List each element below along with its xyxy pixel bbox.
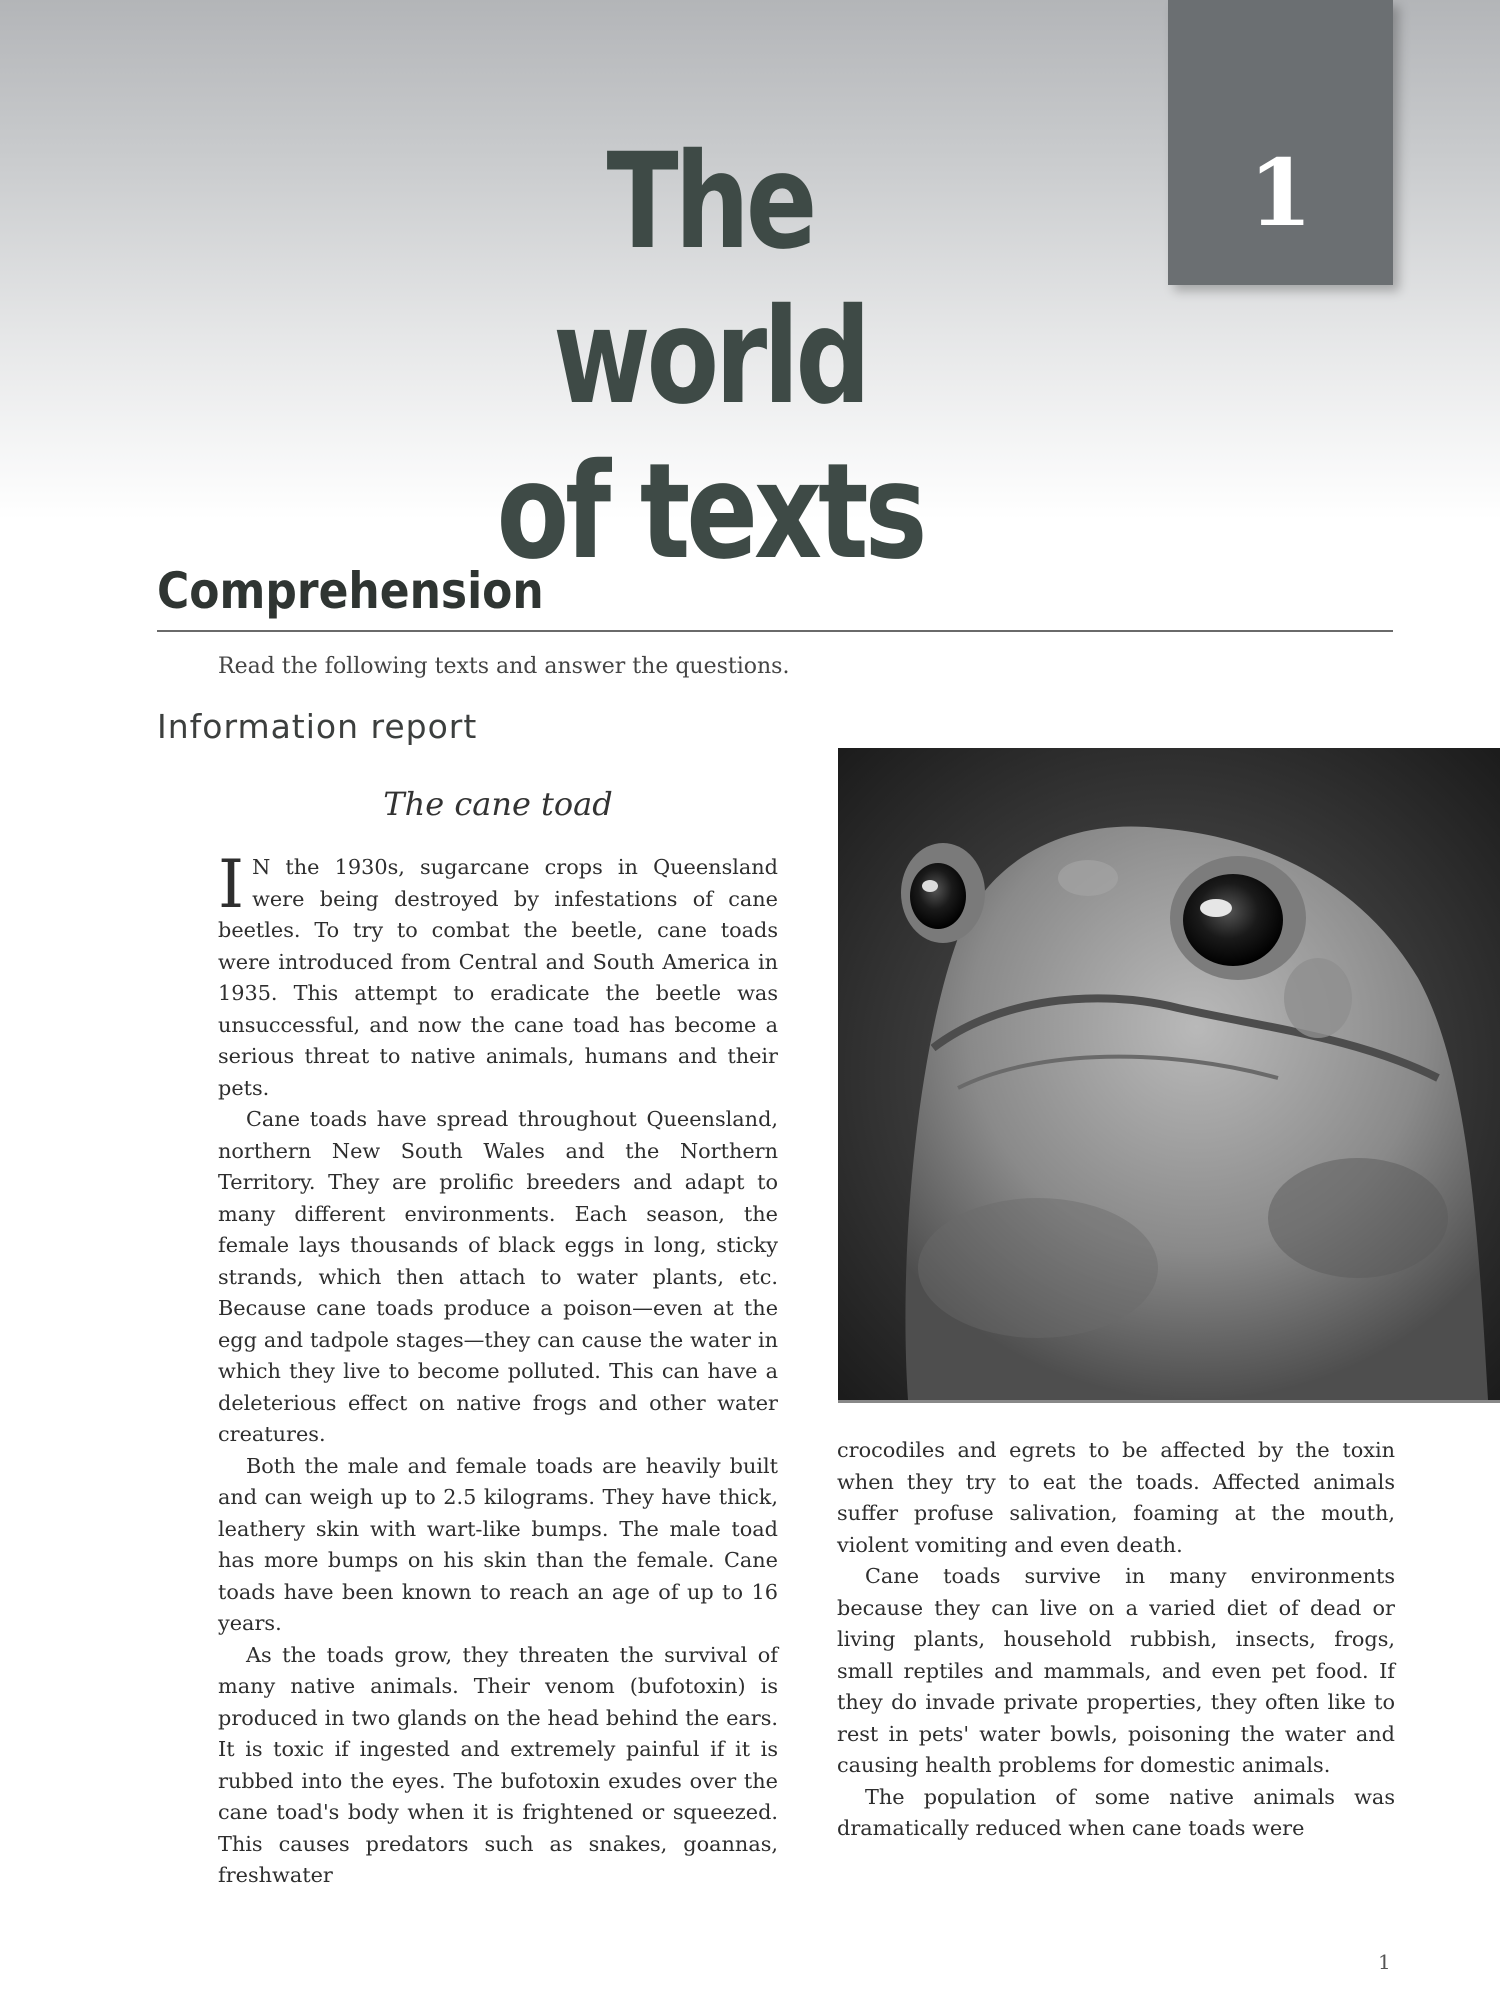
article-paragraph: As the toads grow, they threaten the survival of many native animals. Their venom (bufotoxin) is produced in two glands on the head behind the ears. It is toxic if ingested and extremely painful if it is rubbed into the eyes. The bufotoxin exudes over the cane toad's body when it is frightened or squeezed. This causes predators such as snakes, goannas, freshwater — [218, 1642, 778, 1887]
paragraph-text: N the 1930s, sugarcane crops in Queensland were being destroyed by infestations of cane beetles. To try to combat the beetle, cane toads were introduced from Central and South America in 1935. This attempt to eradicate the beetle was unsuccessful, and now the cane toad has become a serious threat to native animals, humans and their pets. — [218, 855, 778, 1100]
drop-cap: I — [218, 846, 245, 923]
article-paragraph: Cane toads survive in many environments because they can live on a varied diet of dead or living plants, household rubbish, insects, frogs, small reptiles and mammals, and even pet food. If they do invade private properties, they often like to rest in pets' water bowls, poisoning the water and causing health problems for domestic animals. — [837, 1564, 1395, 1777]
article-paragraph: crocodiles and egrets to be affected by the toxin when they try to eat the toads. Affected animals suffer profuse salivation, foaming at the mouth, violent vomiting and even death. — [837, 1438, 1395, 1557]
article-column-right — [837, 1435, 1395, 1845]
section-divider — [157, 630, 1393, 632]
section-heading: Comprehension — [157, 562, 544, 620]
article-paragraph: Both the male and female toads are heavily built and can weigh up to 2.5 kilograms. They have thick, leathery skin with wart-like bumps. The male toad has more bumps on his skin than the female. Cane toads have been known to reach an age of up to 16 years. — [218, 1453, 778, 1635]
page-number: 1 — [1378, 1950, 1391, 1974]
article-paragraph — [218, 846, 778, 1104]
article-title: The cane toad — [383, 785, 613, 823]
article-paragraph: Cane toads have spread throughout Queensland, northern New South Wales and the Northern Territory. They are prolific breeders and adapt to many different environments. Each season, the female lays thousands of black eggs in long, sticky strands, which then attach to water plants, etc. Because cane toads produce a poison—even at the egg and tadpole stages—they can cause the water in which they live to become polluted. This can have a deleterious effect on native frogs and other water creatures. — [218, 1107, 778, 1446]
chapter-title-line-1: The world — [553, 125, 867, 434]
chapter-title-line-2: of texts — [496, 435, 924, 589]
instructions: Read the following texts and answer the questions. — [218, 654, 790, 679]
chapter-number: 1 — [1248, 139, 1313, 247]
chapter-title — [462, 125, 958, 590]
article-paragraph: The population of some native animals was dramatically reduced when cane toads were — [837, 1784, 1395, 1840]
text-type-heading: Information report — [157, 707, 478, 746]
cane-toad-photo — [838, 748, 1500, 1403]
article-column-left — [218, 846, 778, 1892]
chapter-number-badge — [1168, 0, 1393, 285]
